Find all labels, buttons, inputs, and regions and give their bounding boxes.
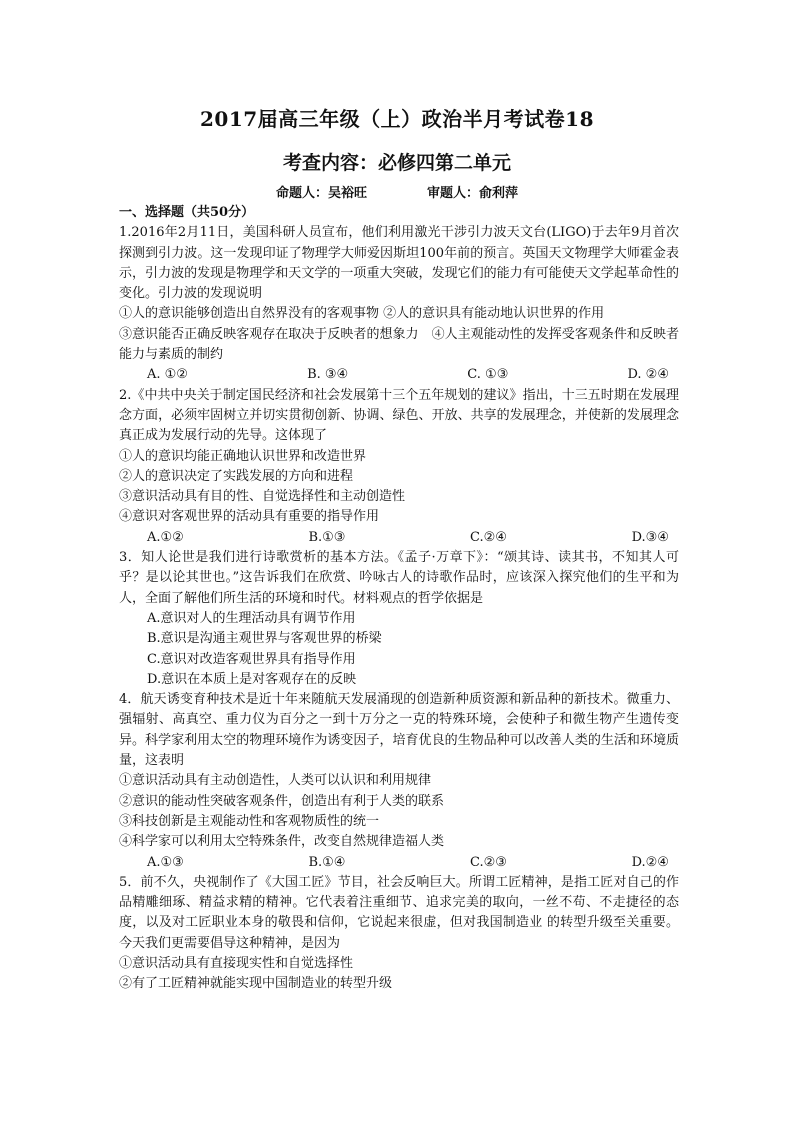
question-stem: 2.《中共中央关于制定国民经济和社会发展第十三个五年规划的建议》指出，十三五时期在发展理念方面，必须牢固树立并切实贯彻创新、协调、绿色、开放、共享的发展理念，并使新的发展理念真正成为发展行动的先导。这体现了	[119, 387, 679, 444]
author-reviewer: 审题人：俞利萍	[427, 186, 519, 201]
option-c: C. ①③	[467, 367, 509, 383]
exam-content	[119, 203, 679, 995]
exam-subtitle: 考查内容：必修四第二单元	[282, 152, 511, 174]
question-stem: 1.2016年2月11日，美国科研人员宣布，他们利用激光干涉引力波天文台(LIGO)于去年9月首次探测到引力波。这一发现印证了物理学大师爱因斯坦100年前的预言。英国天文物理学大师霍金表示，引力波的发现是物理学和天文学的一项重大突破，发现它们的能力有可能使天文学起革命性的变化。引力波的发现说明	[119, 225, 679, 302]
statement: ③意识能否正确反映客观存在取决于反映者的想象力 ④人主观能动性的发挥受客观条件和反映者能力与素质的制约	[119, 326, 679, 363]
statement: ②意识的能动性突破客观条件，创造出有利于人类的联系	[119, 793, 445, 809]
options-row	[119, 365, 679, 385]
question-1	[119, 223, 679, 385]
statement: ①人的意识均能正确地认识世界和改造世界	[119, 448, 367, 464]
option-a: A. ①②	[147, 367, 188, 383]
statement: ③科技创新是主观能动性和客观物质性的统一	[119, 813, 380, 829]
statement: ①意识活动具有主动创造性，人类可以认识和利用规律	[119, 773, 432, 789]
question-stem: 3．知人论世是我们进行诗歌赏析的基本方法。《孟子·万章下》：“颂其诗、读其书，不知其人可乎？是以论其世也。”这告诉我们在欣赏、吟咏古人的诗歌作品时，应该深入探究他们的生平和为人，全面了解他们所生活的环境和时代。材料观点的哲学依据是	[119, 550, 679, 606]
option-b: B.意识是沟通主观世界与客观世界的桥梁	[147, 631, 382, 647]
author-line	[0, 182, 794, 201]
options-row	[119, 528, 679, 548]
option-c: C.意识对改造客观世界具有指导作用	[147, 651, 356, 667]
option-c: C.②④	[470, 529, 507, 545]
author-question-setter: 命题人：吴裕旺	[275, 186, 367, 201]
statement: ②人的意识决定了实践发展的方向和进程	[119, 468, 354, 484]
option-d: D.③④	[631, 529, 669, 545]
option-b: B.①③	[308, 529, 346, 545]
option-d: D.②④	[631, 854, 669, 870]
statement: ③意识活动具有目的性、自觉选择性和主动创造性	[119, 489, 406, 505]
statement: ①人的意识能够创造出自然界没有的客观事物 ②人的意识具有能动地认识世界的作用	[119, 306, 605, 322]
statement: ④意识对客观世界的活动具有重要的指导作用	[119, 509, 380, 525]
statement: ④科学家可以利用太空特殊条件，改变自然规律造福人类	[119, 834, 445, 850]
question-stem: 4．航天诱变育种技术是近十年来随航天发展涌现的创造新种质资源和新品种的新技术。微重力、强辐射、高真空、重力仪为百分之一到十万分之一克的特殊环境，会使种子和微生物产生遗传变异。科学家利用太空的物理环境作为诱变因子，培育优良的生物品种可以改善人类的生活和环境质量，这表明	[119, 692, 679, 769]
question-5	[119, 873, 679, 995]
question-stem: 5．前不久，央视制作了《大国工匠》节目，社会反响巨大。所谓工匠精神，是指工匠对自己的作品精雕细琢、精益求精的精神。它代表着注重细节、追求完美的取向，一丝不苟、不走捷径的态度，以及对工匠职业本身的敬畏和信仰，它说起来很虚，但对我国制造业 的转型升级至关重要。今天我们更需要倡导这种精神，是因为	[119, 874, 679, 951]
options-row	[119, 853, 679, 873]
section-title: 一、选择题（共50分）	[119, 205, 255, 220]
question-3	[119, 548, 679, 690]
question-2	[119, 386, 679, 548]
exam-title: 2017届高三年级（上）政治半月考试卷18	[200, 107, 594, 131]
option-b: B. ③④	[307, 367, 349, 383]
option-a: A.意识对人的生理活动具有调节作用	[147, 610, 356, 626]
option-a: A.①②	[147, 529, 184, 545]
option-b: B.①④	[308, 854, 346, 870]
option-d: D.意识在本质上是对客观存在的反映	[147, 671, 357, 687]
statement: ②有了工匠精神就能实现中国制造业的转型升级	[119, 976, 393, 992]
option-a: A.①③	[147, 854, 184, 870]
question-4	[119, 690, 679, 873]
statement: ①意识活动具有直接现实性和自觉选择性	[119, 955, 354, 971]
option-c: C.②③	[470, 854, 507, 870]
option-d: D. ②④	[627, 367, 669, 383]
